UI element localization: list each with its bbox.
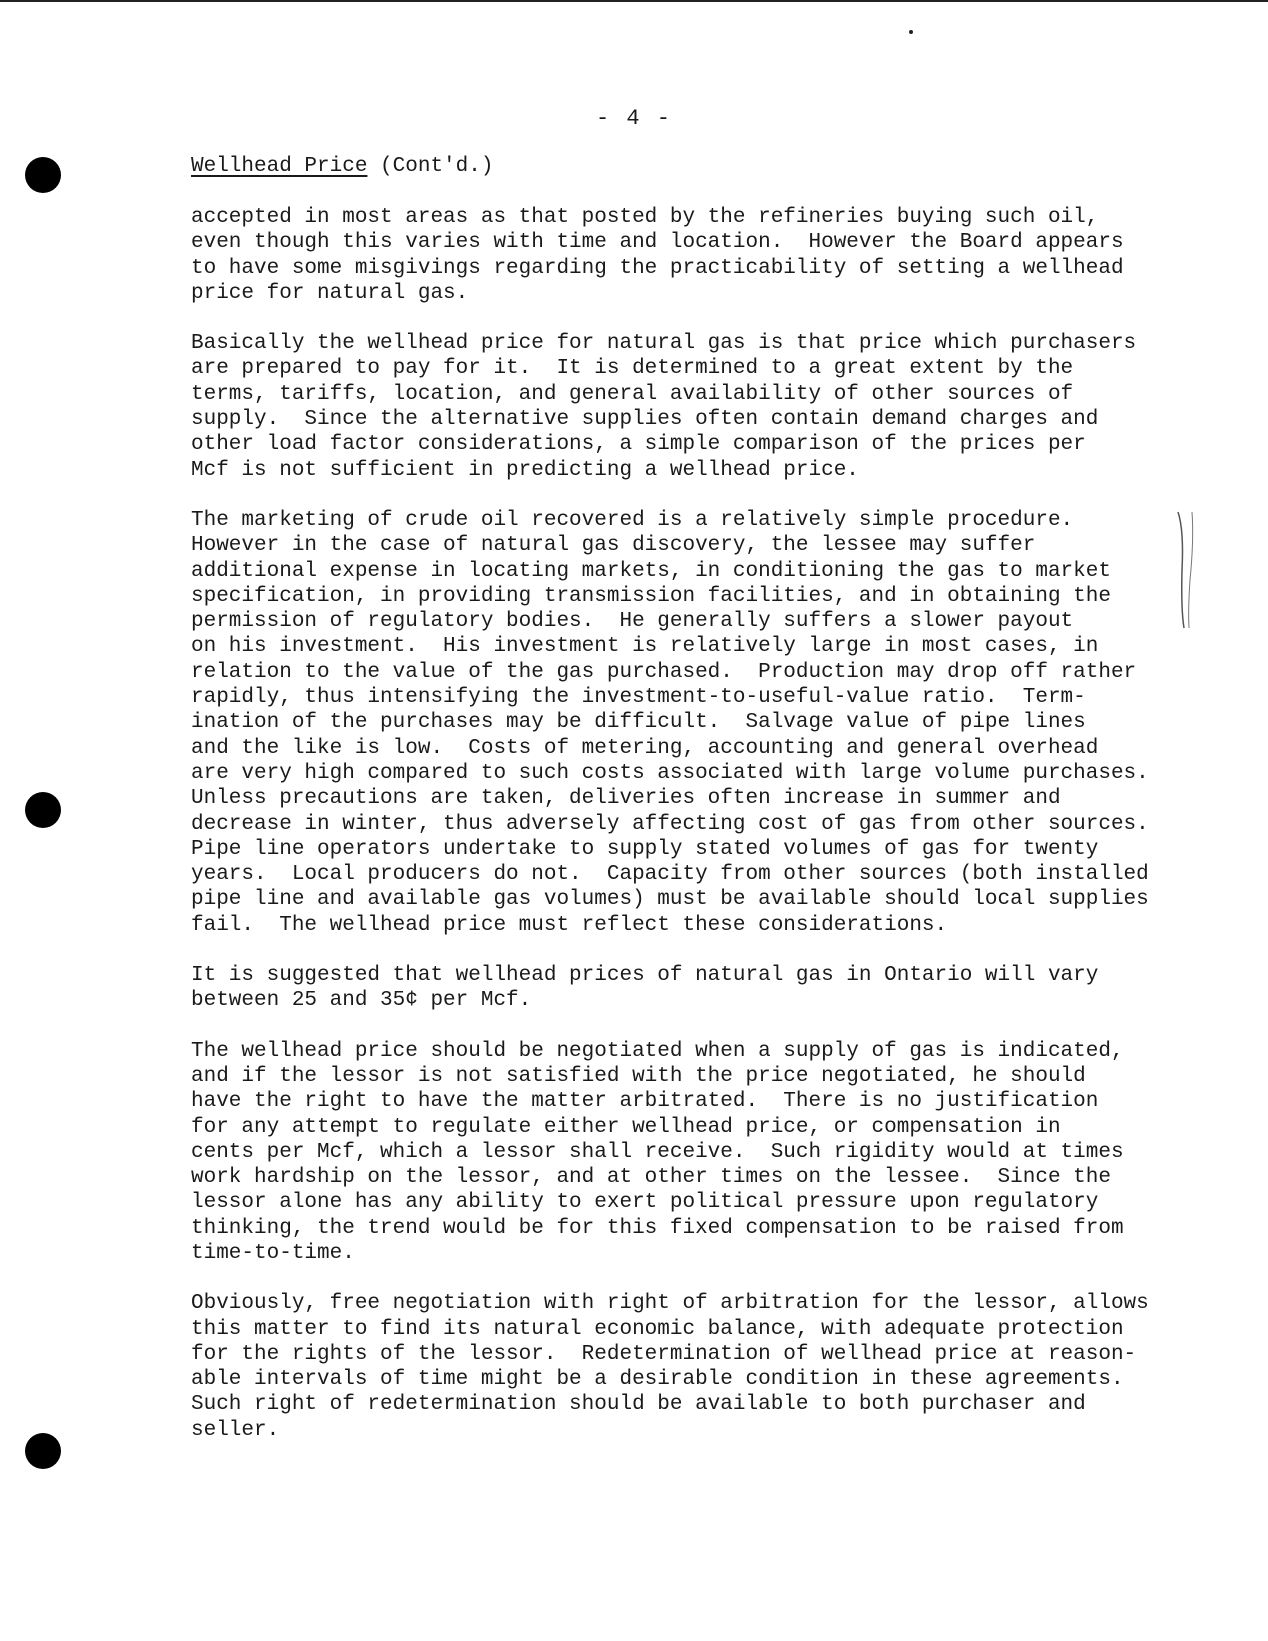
paragraph [191,508,1171,938]
section-heading [191,155,493,178]
paragraph [191,205,1171,306]
text-line: It is suggested that wellhead prices of natural gas in Ontario will vary [191,964,1099,988]
heading-suffix: (Cont'd.) [367,155,494,178]
text-line: even though this varies with time and location. However the Board appears [191,231,1124,255]
text-line: fail. The wellhead price must reflect these considerations. [191,913,948,937]
text-line: years. Local producers do not. Capacity from other sources (both installed [191,863,1149,887]
text-line: time-to-time. [191,1241,355,1265]
text-line: relation to the value of the gas purchased. Production may drop off rather [191,660,1137,684]
text-line: cents per Mcf, which a lessor shall receive. Such rigidity would at times [191,1140,1124,1164]
text-line: Mcf is not sufficient in predicting a wellhead price. [191,458,859,482]
text-line: this matter to find its natural economic balance, with adequate protection [191,1317,1124,1341]
text-line: specification, in providing transmission facilities, and in obtaining the [191,584,1111,608]
paragraph [191,1039,1171,1267]
text-line: The wellhead price should be negotiated when a supply of gas is indicated, [191,1039,1124,1063]
page-number: - 4 - [595,106,672,131]
text-line: permission of regulatory bodies. He generally suffers a slower payout [191,610,1074,634]
ink-speck [909,30,913,34]
text-line: for the rights of the lessor. Redetermination of wellhead price at reason- [191,1342,1137,1366]
text-line: accepted in most areas as that posted by the refineries buying such oil, [191,206,1099,229]
text-line: for any attempt to regulate either wellhead price, or compensation in [191,1115,1061,1139]
text-line: However in the case of natural gas discovery, the lessee may suffer [191,534,1036,558]
text-line: additional expense in locating markets, in conditioning the gas to market [191,559,1111,583]
text-line: between 25 and 35¢ per Mcf. [191,989,532,1013]
paragraph [191,331,1171,483]
text-line: rapidly, thus intensifying the investment-to-useful-value ratio. Term- [191,686,1086,710]
text-line: and the like is low. Costs of metering, accounting and general overhead [191,736,1099,760]
text-line: other load factor considerations, a simple comparison of the prices per [191,433,1086,457]
text-line: lessor alone has any ability to exert political pressure upon regulatory [191,1191,1099,1215]
text-line: Unless precautions are taken, deliveries often increase in summer and [191,787,1061,811]
text-line: price for natural gas. [191,281,469,305]
text-line: able intervals of time might be a desirable condition in these agreements. [191,1368,1124,1392]
text-line: have the right to have the matter arbitrated. There is no justification [191,1090,1099,1114]
text-line: Such right of redetermination should be available to both purchaser and [191,1393,1086,1417]
margin-bracket-mark [1172,510,1200,630]
text-line: decrease in winter, thus adversely affecting cost of gas from other sources. [191,812,1149,836]
text-line: to have some misgivings regarding the practicability of setting a wellhead [191,256,1124,280]
text-line: are prepared to pay for it. It is determined to a great extent by the [191,357,1074,381]
text-line: pipe line and available gas volumes) must be available should local supplies [191,888,1149,912]
text-line: terms, tariffs, location, and general availability of other sources of [191,382,1074,406]
page-top-edge [0,0,1268,2]
text-line: are very high compared to such costs associated with large volume purchases. [191,761,1149,785]
text-line: seller. [191,1418,280,1442]
text-line: thinking, the trend would be for this fixed compensation to be raised from [191,1216,1124,1240]
text-line: Obviously, free negotiation with right of arbitration for the lessor, allows [191,1292,1149,1316]
punch-hole-bottom [25,1433,61,1469]
body-text [191,205,1171,1468]
punch-hole-top [25,157,61,193]
paragraph [191,963,1171,1014]
heading-title: Wellhead Price [191,155,368,178]
paragraph [191,1291,1171,1443]
text-line: The marketing of crude oil recovered is a relatively simple procedure. [191,508,1074,532]
text-line: and if the lessor is not satisfied with the price negotiated, he should [191,1064,1086,1088]
punch-hole-middle [25,792,61,828]
text-line: Basically the wellhead price for natural gas is that price which purchasers [191,332,1137,356]
text-line: ination of the purchases may be difficult. Salvage value of pipe lines [191,711,1086,735]
text-line: Pipe line operators undertake to supply stated volumes of gas for twenty [191,837,1099,861]
text-line: work hardship on the lessor, and at other times on the lessee. Since the [191,1166,1111,1190]
text-line: supply. Since the alternative supplies often contain demand charges and [191,408,1099,432]
text-line: on his investment. His investment is relatively large in most cases, in [191,635,1099,659]
